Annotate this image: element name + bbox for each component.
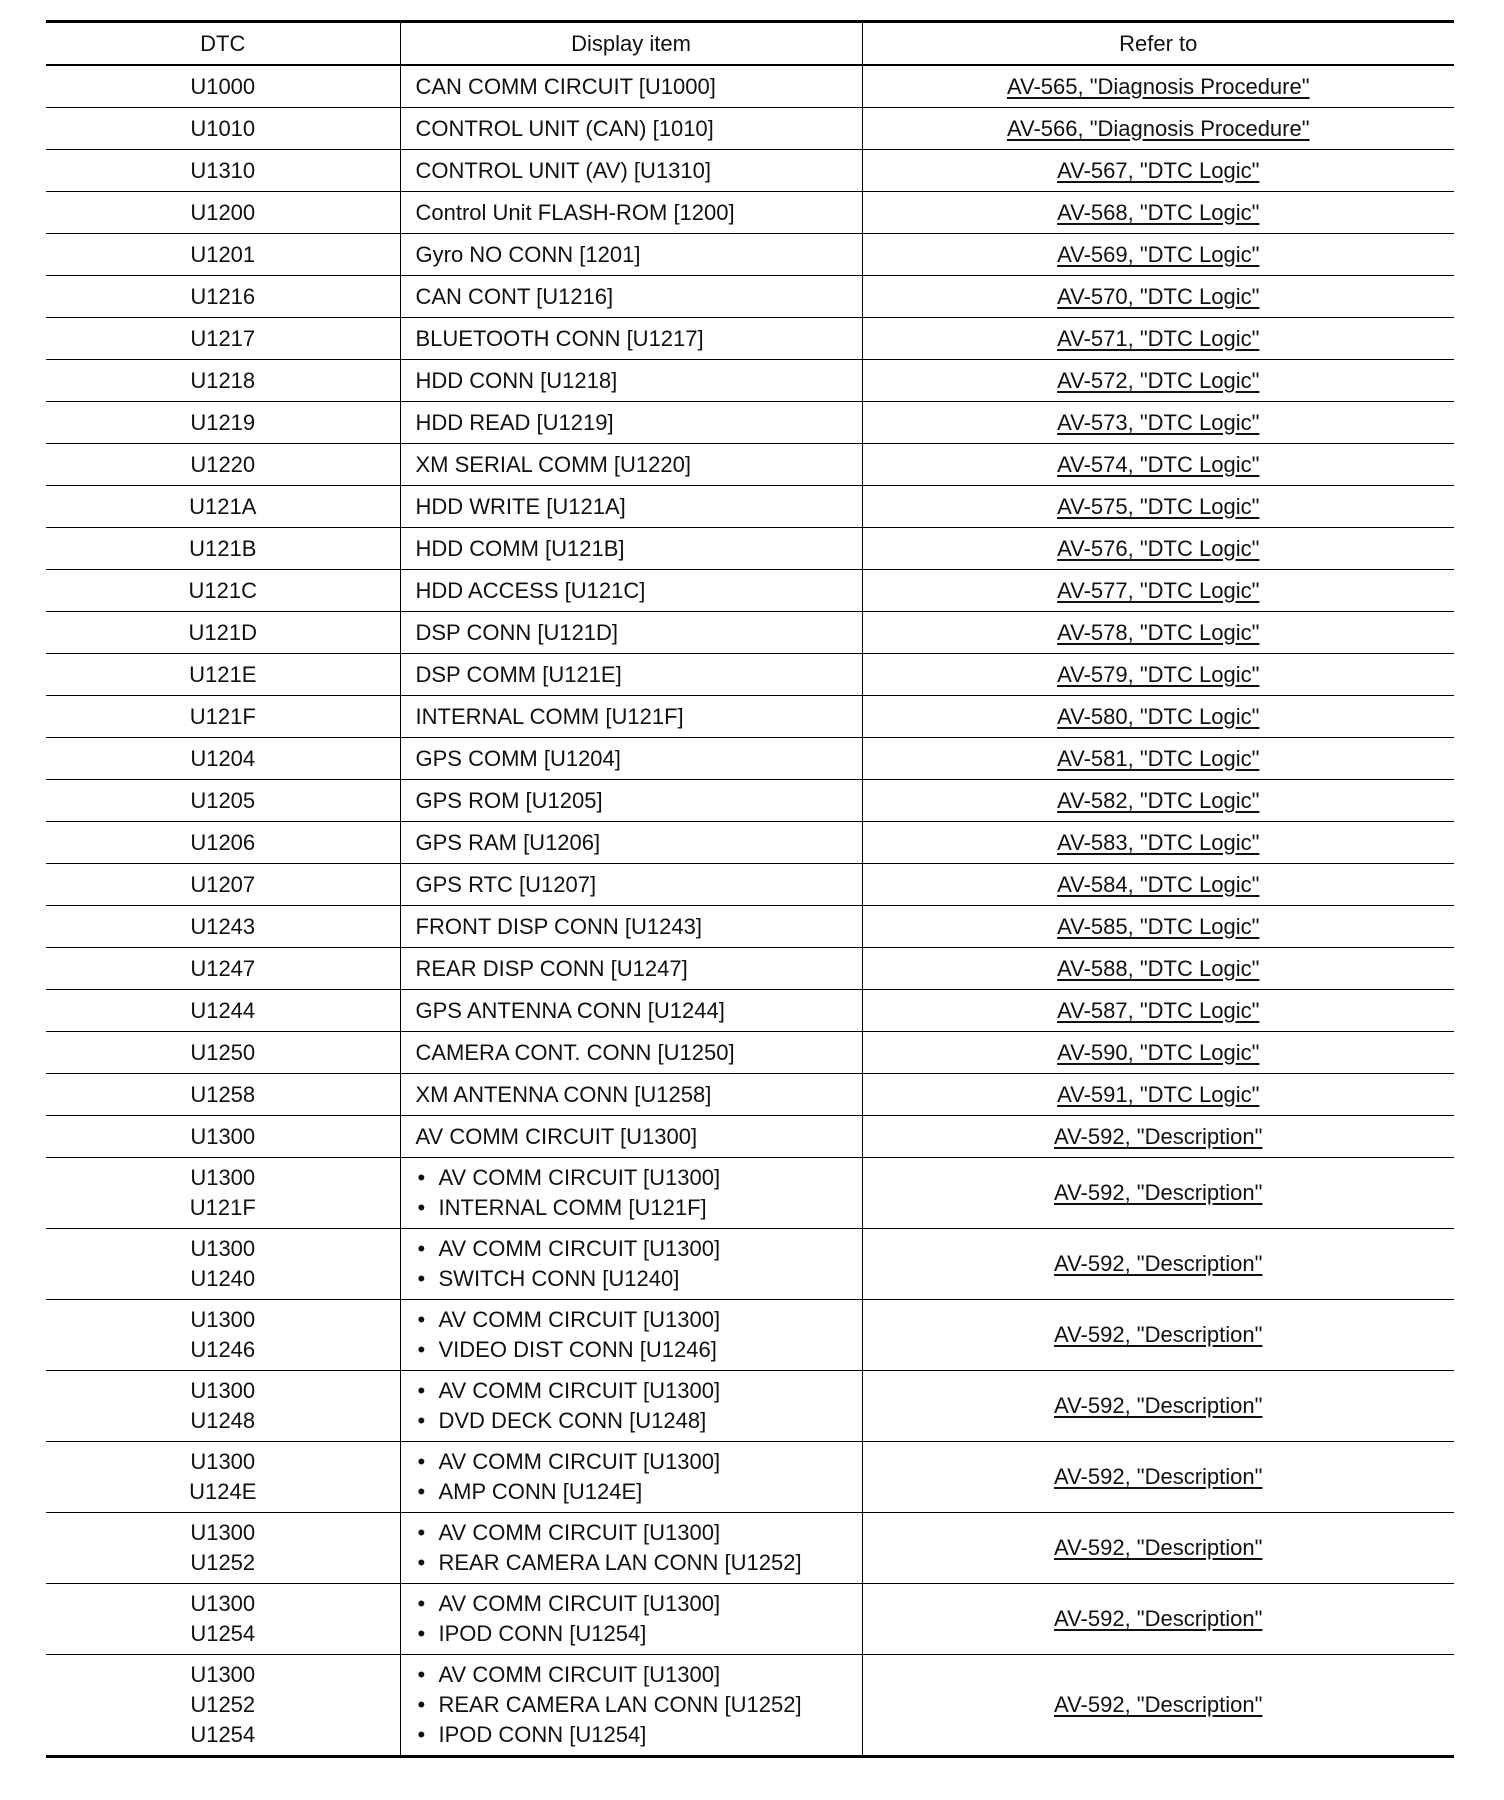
display-item-text: GPS RAM [U1206] <box>415 829 601 855</box>
dtc-code: U1300 <box>190 1378 256 1403</box>
display-item-cell <box>400 1584 862 1655</box>
refer-to-cell <box>862 780 1454 822</box>
table-row <box>46 192 1454 234</box>
refer-to-link[interactable]: AV-571, "DTC Logic" <box>1057 325 1260 351</box>
display-item-cell <box>400 1442 862 1513</box>
display-item-text: Control Unit FLASH-ROM [1200] <box>415 199 735 225</box>
display-item-cell <box>400 444 862 486</box>
header-dtc: DTC <box>200 30 246 56</box>
refer-to-link[interactable]: AV-579, "DTC Logic" <box>1057 661 1260 687</box>
dtc-code: U1246 <box>190 1337 256 1362</box>
refer-to-cell <box>862 906 1454 948</box>
display-item-text: Gyro NO CONN [1201] <box>415 241 641 267</box>
table-header-row <box>46 22 1454 66</box>
display-item-text: INTERNAL COMM [U121F] <box>415 703 684 729</box>
table-row <box>46 654 1454 696</box>
table-row <box>46 1158 1454 1229</box>
display-item-cell <box>400 1229 862 1300</box>
refer-to-cell <box>862 444 1454 486</box>
refer-to-link[interactable]: AV-573, "DTC Logic" <box>1057 409 1260 435</box>
display-item-cell <box>400 696 862 738</box>
display-item-bullet: • AV COMM CIRCUIT [U1300] <box>416 1660 862 1690</box>
dtc-cell <box>46 612 400 654</box>
table-row <box>46 1300 1454 1371</box>
refer-to-link[interactable]: AV-569, "DTC Logic" <box>1057 241 1260 267</box>
dtc-code: U1254 <box>190 1722 256 1747</box>
table-row <box>46 360 1454 402</box>
display-item-bullet: • AV COMM CIRCUIT [U1300] <box>416 1447 862 1477</box>
refer-to-cell <box>862 360 1454 402</box>
display-item-text: CAN COMM CIRCUIT [U1000] <box>415 73 716 99</box>
dtc-code: U1300 <box>190 1662 256 1687</box>
refer-to-cell <box>862 1442 1454 1513</box>
dtc-code: U1300 <box>190 1165 256 1190</box>
table-row <box>46 108 1454 150</box>
dtc-code: U1220 <box>190 451 256 477</box>
table-row <box>46 696 1454 738</box>
display-item-bullet: • AV COMM CIRCUIT [U1300] <box>416 1376 862 1406</box>
refer-to-cell <box>862 318 1454 360</box>
display-item-text: HDD COMM [U121B] <box>415 535 625 561</box>
refer-to-cell <box>862 948 1454 990</box>
dtc-cell <box>46 276 400 318</box>
display-item-text: CONTROL UNIT (CAN) [1010] <box>415 115 714 141</box>
header-display-item: Display item <box>400 22 862 66</box>
dtc-cell <box>46 444 400 486</box>
display-item-cell <box>400 402 862 444</box>
refer-to-link[interactable]: AV-591, "DTC Logic" <box>1057 1081 1260 1107</box>
display-item-text: HDD ACCESS [U121C] <box>415 577 646 603</box>
refer-to-cell <box>862 486 1454 528</box>
display-item-cell <box>400 1371 862 1442</box>
display-item-cell <box>400 1074 862 1116</box>
refer-to-link[interactable]: AV-590, "DTC Logic" <box>1057 1039 1260 1065</box>
table-row <box>46 738 1454 780</box>
dtc-cell <box>46 360 400 402</box>
display-item-cell <box>400 150 862 192</box>
dtc-code: U124E <box>189 1479 257 1504</box>
dtc-code: U1244 <box>190 997 256 1023</box>
display-item-text: XM SERIAL COMM [U1220] <box>415 451 691 477</box>
refer-to-cell <box>862 1158 1454 1229</box>
refer-to-link[interactable]: AV-581, "DTC Logic" <box>1057 745 1260 771</box>
refer-to-cell <box>862 234 1454 276</box>
table-row <box>46 780 1454 822</box>
dtc-cell <box>46 822 400 864</box>
dtc-cell <box>46 864 400 906</box>
dtc-code: U121B <box>189 535 257 561</box>
dtc-cell <box>46 570 400 612</box>
table-row <box>46 318 1454 360</box>
dtc-cell <box>46 1032 400 1074</box>
dtc-cell <box>46 108 400 150</box>
refer-to-cell <box>862 1229 1454 1300</box>
table-row <box>46 65 1454 108</box>
refer-to-cell <box>862 192 1454 234</box>
refer-to-cell <box>862 1584 1454 1655</box>
header-refer-to: Refer to <box>862 22 1454 66</box>
refer-to-link[interactable]: AV-592, "Description" <box>1054 1692 1263 1717</box>
dtc-cell <box>46 1158 400 1229</box>
dtc-code: U1252 <box>190 1692 256 1717</box>
refer-to-link[interactable]: AV-592, "Description" <box>1054 1535 1263 1560</box>
dtc-cell <box>46 780 400 822</box>
dtc-cell <box>46 318 400 360</box>
display-item-cell <box>400 1300 862 1371</box>
dtc-code: U1243 <box>190 913 256 939</box>
display-item-bullet: • IPOD CONN [U1254] <box>416 1720 862 1750</box>
display-item-cell <box>400 612 862 654</box>
dtc-cell <box>46 906 400 948</box>
refer-to-link[interactable]: AV-592, "Description" <box>1054 1123 1263 1149</box>
refer-to-link[interactable]: AV-592, "Description" <box>1054 1464 1263 1489</box>
display-item-cell <box>400 528 862 570</box>
display-item-bullet: • IPOD CONN [U1254] <box>416 1619 862 1649</box>
refer-to-link[interactable]: AV-580, "DTC Logic" <box>1057 703 1260 729</box>
display-item-bullet: • REAR CAMERA LAN CONN [U1252] <box>416 1690 862 1720</box>
dtc-cell <box>46 1584 400 1655</box>
display-item-text: HDD CONN [U1218] <box>415 367 618 393</box>
table-row <box>46 822 1454 864</box>
display-item-text: REAR DISP CONN [U1247] <box>415 955 688 981</box>
table-row <box>46 906 1454 948</box>
display-item-cell <box>400 276 862 318</box>
dtc-code: U1300 <box>190 1520 256 1545</box>
dtc-cell <box>46 486 400 528</box>
dtc-code: U1204 <box>190 745 256 771</box>
display-item-text: FRONT DISP CONN [U1243] <box>415 913 702 939</box>
refer-to-cell <box>862 1074 1454 1116</box>
display-item-text: GPS COMM [U1204] <box>415 745 621 771</box>
dtc-cell <box>46 738 400 780</box>
dtc-code: U121F <box>189 703 256 729</box>
refer-to-cell <box>862 864 1454 906</box>
display-item-text: DSP COMM [U121E] <box>415 661 622 687</box>
refer-to-cell <box>862 1300 1454 1371</box>
refer-to-link[interactable]: AV-572, "DTC Logic" <box>1057 367 1260 393</box>
display-item-text: HDD WRITE [U121A] <box>415 493 626 519</box>
refer-to-cell <box>862 1371 1454 1442</box>
refer-to-link[interactable]: AV-584, "DTC Logic" <box>1057 871 1260 897</box>
display-item-text: CAMERA CONT. CONN [U1250] <box>415 1039 735 1065</box>
dtc-code: U1300 <box>190 1591 256 1616</box>
table-body <box>46 65 1454 1757</box>
dtc-cell <box>46 1513 400 1584</box>
display-item-bullet: • DVD DECK CONN [U1248] <box>416 1406 862 1436</box>
display-item-cell <box>400 822 862 864</box>
table-row <box>46 234 1454 276</box>
dtc-cell <box>46 1300 400 1371</box>
dtc-code: U1216 <box>190 283 256 309</box>
display-item-cell <box>400 486 862 528</box>
display-item-bullet: • AV COMM CIRCUIT [U1300] <box>416 1305 862 1335</box>
refer-to-cell <box>862 1513 1454 1584</box>
display-item-bullet: • AV COMM CIRCUIT [U1300] <box>416 1163 862 1193</box>
dtc-code: U1240 <box>190 1266 256 1291</box>
display-item-bullet: • REAR CAMERA LAN CONN [U1252] <box>416 1548 862 1578</box>
dtc-cell <box>46 1074 400 1116</box>
table-row <box>46 402 1454 444</box>
refer-to-cell <box>862 276 1454 318</box>
refer-to-cell <box>862 1116 1454 1158</box>
dtc-code: U1000 <box>190 73 256 99</box>
display-item-cell <box>400 654 862 696</box>
dtc-code: U1300 <box>190 1449 256 1474</box>
dtc-code: U1248 <box>190 1408 256 1433</box>
table-row <box>46 444 1454 486</box>
refer-to-cell <box>862 738 1454 780</box>
refer-to-cell <box>862 402 1454 444</box>
dtc-cell <box>46 150 400 192</box>
table-row <box>46 276 1454 318</box>
table-row <box>46 1074 1454 1116</box>
dtc-cell <box>46 654 400 696</box>
table-row <box>46 528 1454 570</box>
dtc-code: U1310 <box>190 157 256 183</box>
table-row <box>46 570 1454 612</box>
display-item-bullet: • AV COMM CIRCUIT [U1300] <box>416 1518 862 1548</box>
table-row <box>46 1655 1454 1757</box>
display-item-cell <box>400 1655 862 1757</box>
dtc-code: U121F <box>189 1195 256 1220</box>
display-item-bullet: • AV COMM CIRCUIT [U1300] <box>416 1234 862 1264</box>
display-item-text: BLUETOOTH CONN [U1217] <box>415 325 704 351</box>
dtc-cell <box>46 1229 400 1300</box>
refer-to-link[interactable]: AV-568, "DTC Logic" <box>1057 199 1260 225</box>
refer-to-link[interactable]: AV-565, "Diagnosis Procedure" <box>1006 73 1310 99</box>
dtc-cell <box>46 65 400 108</box>
display-item-cell <box>400 948 862 990</box>
refer-to-link[interactable]: AV-592, "Description" <box>1054 1393 1263 1418</box>
dtc-cell <box>46 528 400 570</box>
table-row <box>46 990 1454 1032</box>
refer-to-link[interactable]: AV-585, "DTC Logic" <box>1057 913 1260 939</box>
display-item-bullet: • AMP CONN [U124E] <box>416 1477 862 1507</box>
display-item-cell <box>400 738 862 780</box>
dtc-code: U1206 <box>190 829 256 855</box>
table-row <box>46 1513 1454 1584</box>
display-item-bullet: • VIDEO DIST CONN [U1246] <box>416 1335 862 1365</box>
table-row <box>46 1032 1454 1074</box>
dtc-code: U1201 <box>190 241 256 267</box>
display-item-cell <box>400 192 862 234</box>
refer-to-cell <box>862 528 1454 570</box>
dtc-code: U1252 <box>190 1550 256 1575</box>
dtc-code: U1205 <box>190 787 256 813</box>
dtc-code: U1010 <box>190 115 256 141</box>
dtc-cell <box>46 948 400 990</box>
display-item-text: XM ANTENNA CONN [U1258] <box>415 1081 712 1107</box>
display-item-cell <box>400 570 862 612</box>
display-item-text: CAN CONT [U1216] <box>415 283 614 309</box>
dtc-cell <box>46 192 400 234</box>
refer-to-cell <box>862 990 1454 1032</box>
dtc-code: U1200 <box>190 199 256 225</box>
dtc-code: U121E <box>189 661 257 687</box>
refer-to-link[interactable]: AV-587, "DTC Logic" <box>1057 997 1260 1023</box>
dtc-code: U121C <box>188 577 257 603</box>
table-row <box>46 486 1454 528</box>
display-item-cell <box>400 318 862 360</box>
dtc-code: U1300 <box>190 1123 256 1149</box>
display-item-cell <box>400 360 862 402</box>
dtc-code: U121A <box>189 493 257 519</box>
dtc-cell <box>46 402 400 444</box>
display-item-text: GPS RTC [U1207] <box>415 871 597 897</box>
dtc-cell <box>46 1655 400 1757</box>
refer-to-link[interactable]: AV-592, "Description" <box>1054 1251 1263 1276</box>
display-item-bullet: • INTERNAL COMM [U121F] <box>416 1193 862 1223</box>
dtc-code: U1300 <box>190 1307 256 1332</box>
refer-to-cell <box>862 108 1454 150</box>
table-row <box>46 1442 1454 1513</box>
display-item-text: CONTROL UNIT (AV) [U1310] <box>415 157 711 183</box>
dtc-cell <box>46 696 400 738</box>
display-item-text: GPS ANTENNA CONN [U1244] <box>415 997 725 1023</box>
refer-to-link[interactable]: AV-575, "DTC Logic" <box>1057 493 1260 519</box>
refer-to-link[interactable]: AV-576, "DTC Logic" <box>1057 535 1260 561</box>
display-item-cell <box>400 1158 862 1229</box>
table-row <box>46 864 1454 906</box>
dtc-cell <box>46 1371 400 1442</box>
display-item-cell <box>400 1116 862 1158</box>
dtc-code: U121D <box>188 619 257 645</box>
dtc-cell <box>46 1116 400 1158</box>
table-row <box>46 1584 1454 1655</box>
dtc-code: U1254 <box>190 1621 256 1646</box>
display-item-cell <box>400 864 862 906</box>
display-item-text: HDD READ [U1219] <box>415 409 614 435</box>
display-item-cell <box>400 780 862 822</box>
display-item-cell <box>400 108 862 150</box>
table-row <box>46 1371 1454 1442</box>
dtc-cell <box>46 1442 400 1513</box>
refer-to-cell <box>862 570 1454 612</box>
refer-to-link[interactable]: AV-592, "Description" <box>1054 1606 1263 1631</box>
refer-to-link[interactable]: AV-592, "Description" <box>1054 1180 1263 1205</box>
display-item-cell <box>400 1513 862 1584</box>
dtc-cell <box>46 990 400 1032</box>
table-row <box>46 1229 1454 1300</box>
dtc-code: U1247 <box>190 955 256 981</box>
table-row <box>46 612 1454 654</box>
refer-to-link[interactable]: AV-577, "DTC Logic" <box>1057 577 1260 603</box>
refer-to-link[interactable]: AV-567, "DTC Logic" <box>1057 157 1260 183</box>
refer-to-link[interactable]: AV-582, "DTC Logic" <box>1057 787 1260 813</box>
display-item-cell <box>400 65 862 108</box>
refer-to-cell <box>862 1032 1454 1074</box>
dtc-code: U1207 <box>190 871 256 897</box>
refer-to-link[interactable]: AV-574, "DTC Logic" <box>1057 451 1260 477</box>
refer-to-link[interactable]: AV-570, "DTC Logic" <box>1057 283 1260 309</box>
dtc-cell <box>46 234 400 276</box>
refer-to-cell <box>862 1655 1454 1757</box>
refer-to-link[interactable]: AV-583, "DTC Logic" <box>1057 829 1260 855</box>
display-item-cell <box>400 906 862 948</box>
refer-to-cell <box>862 150 1454 192</box>
refer-to-cell <box>862 612 1454 654</box>
display-item-cell <box>400 990 862 1032</box>
table-row <box>46 948 1454 990</box>
refer-to-link[interactable]: AV-588, "DTC Logic" <box>1057 955 1260 981</box>
dtc-code: U1217 <box>190 325 256 351</box>
display-item-cell <box>400 234 862 276</box>
refer-to-cell <box>862 65 1454 108</box>
refer-to-link[interactable]: AV-592, "Description" <box>1054 1322 1263 1347</box>
refer-to-link[interactable]: AV-566, "Diagnosis Procedure" <box>1006 115 1310 141</box>
display-item-bullet: • AV COMM CIRCUIT [U1300] <box>416 1589 862 1619</box>
display-item-cell <box>400 1032 862 1074</box>
display-item-text: AV COMM CIRCUIT [U1300] <box>415 1123 698 1149</box>
display-item-text: DSP CONN [U121D] <box>415 619 619 645</box>
dtc-code: U1218 <box>190 367 256 393</box>
dtc-code: U1300 <box>190 1236 256 1261</box>
refer-to-cell <box>862 696 1454 738</box>
refer-to-cell <box>862 822 1454 864</box>
display-item-text: GPS ROM [U1205] <box>415 787 603 813</box>
dtc-table <box>46 20 1454 1758</box>
dtc-code: U1219 <box>190 409 256 435</box>
display-item-bullet: • SWITCH CONN [U1240] <box>416 1264 862 1294</box>
refer-to-cell <box>862 654 1454 696</box>
refer-to-link[interactable]: AV-578, "DTC Logic" <box>1057 619 1260 645</box>
table-row <box>46 150 1454 192</box>
dtc-code: U1258 <box>190 1081 256 1107</box>
table-row <box>46 1116 1454 1158</box>
dtc-code: U1250 <box>190 1039 256 1065</box>
